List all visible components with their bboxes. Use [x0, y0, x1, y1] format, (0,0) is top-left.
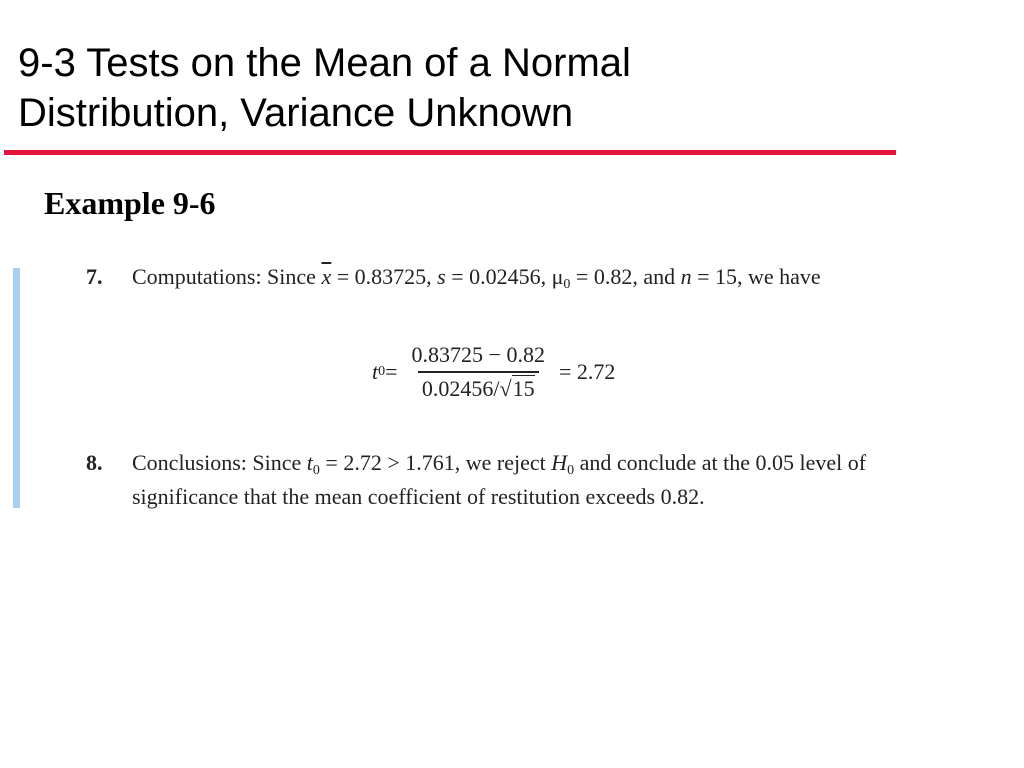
title-divider	[4, 150, 896, 155]
n-value: = 15, we have	[691, 264, 821, 289]
step-7-number: 7.	[86, 264, 103, 289]
example-heading: Example 9-6	[44, 185, 216, 221]
s-symbol: s	[437, 264, 446, 289]
step-7-text	[132, 264, 821, 293]
step-8-line-2: significance that the mean coefficient of restitution exceeds 0.82.	[132, 484, 705, 509]
slide-title	[18, 38, 918, 138]
slide-title-line-1: 9-3 Tests on the Mean of a Normal	[18, 41, 631, 85]
step-8	[0, 450, 1024, 520]
xbar-value: = 0.83725,	[331, 264, 438, 289]
t-value: = 2.72 > 1.761, we reject	[319, 450, 552, 475]
t-statistic-equation	[372, 336, 615, 408]
s-value: = 0.02456,	[445, 264, 552, 289]
t-symbol: t	[306, 450, 313, 475]
equation-fraction	[408, 342, 549, 402]
t-subscript: 0	[312, 463, 320, 478]
step-7	[0, 264, 1024, 304]
h-symbol: H	[551, 450, 568, 475]
equation-lhs-subscript: 0	[378, 364, 386, 379]
mu-symbol: μ	[551, 264, 564, 289]
mu-value: = 0.82, and	[570, 264, 681, 289]
equation-numerator: 0.83725 − 0.82	[411, 342, 545, 367]
mu-subscript: 0	[563, 277, 571, 292]
step-8-tail: and conclude at the 0.05 level of	[574, 450, 867, 475]
denominator-left: 0.02456/	[421, 376, 500, 401]
xbar-symbol: $\overline{x}$	[321, 264, 332, 289]
equation-equals: =	[385, 359, 398, 384]
step-7-lead: Computations: Since	[132, 264, 322, 289]
equation-lhs-symbol: t	[372, 359, 379, 384]
equation-result: = 2.72	[558, 359, 616, 384]
h-subscript: 0	[567, 463, 575, 478]
step-8-line-1	[132, 450, 866, 479]
step-8-lead: Conclusions: Since	[132, 450, 307, 475]
step-8-number: 8.	[86, 450, 103, 475]
slide-title-line-2: Distribution, Variance Unknown	[18, 91, 574, 135]
radical-sign: √	[499, 376, 512, 401]
radicand: 15	[512, 376, 535, 401]
equation-denominator	[418, 371, 539, 402]
n-symbol: n	[680, 264, 692, 289]
